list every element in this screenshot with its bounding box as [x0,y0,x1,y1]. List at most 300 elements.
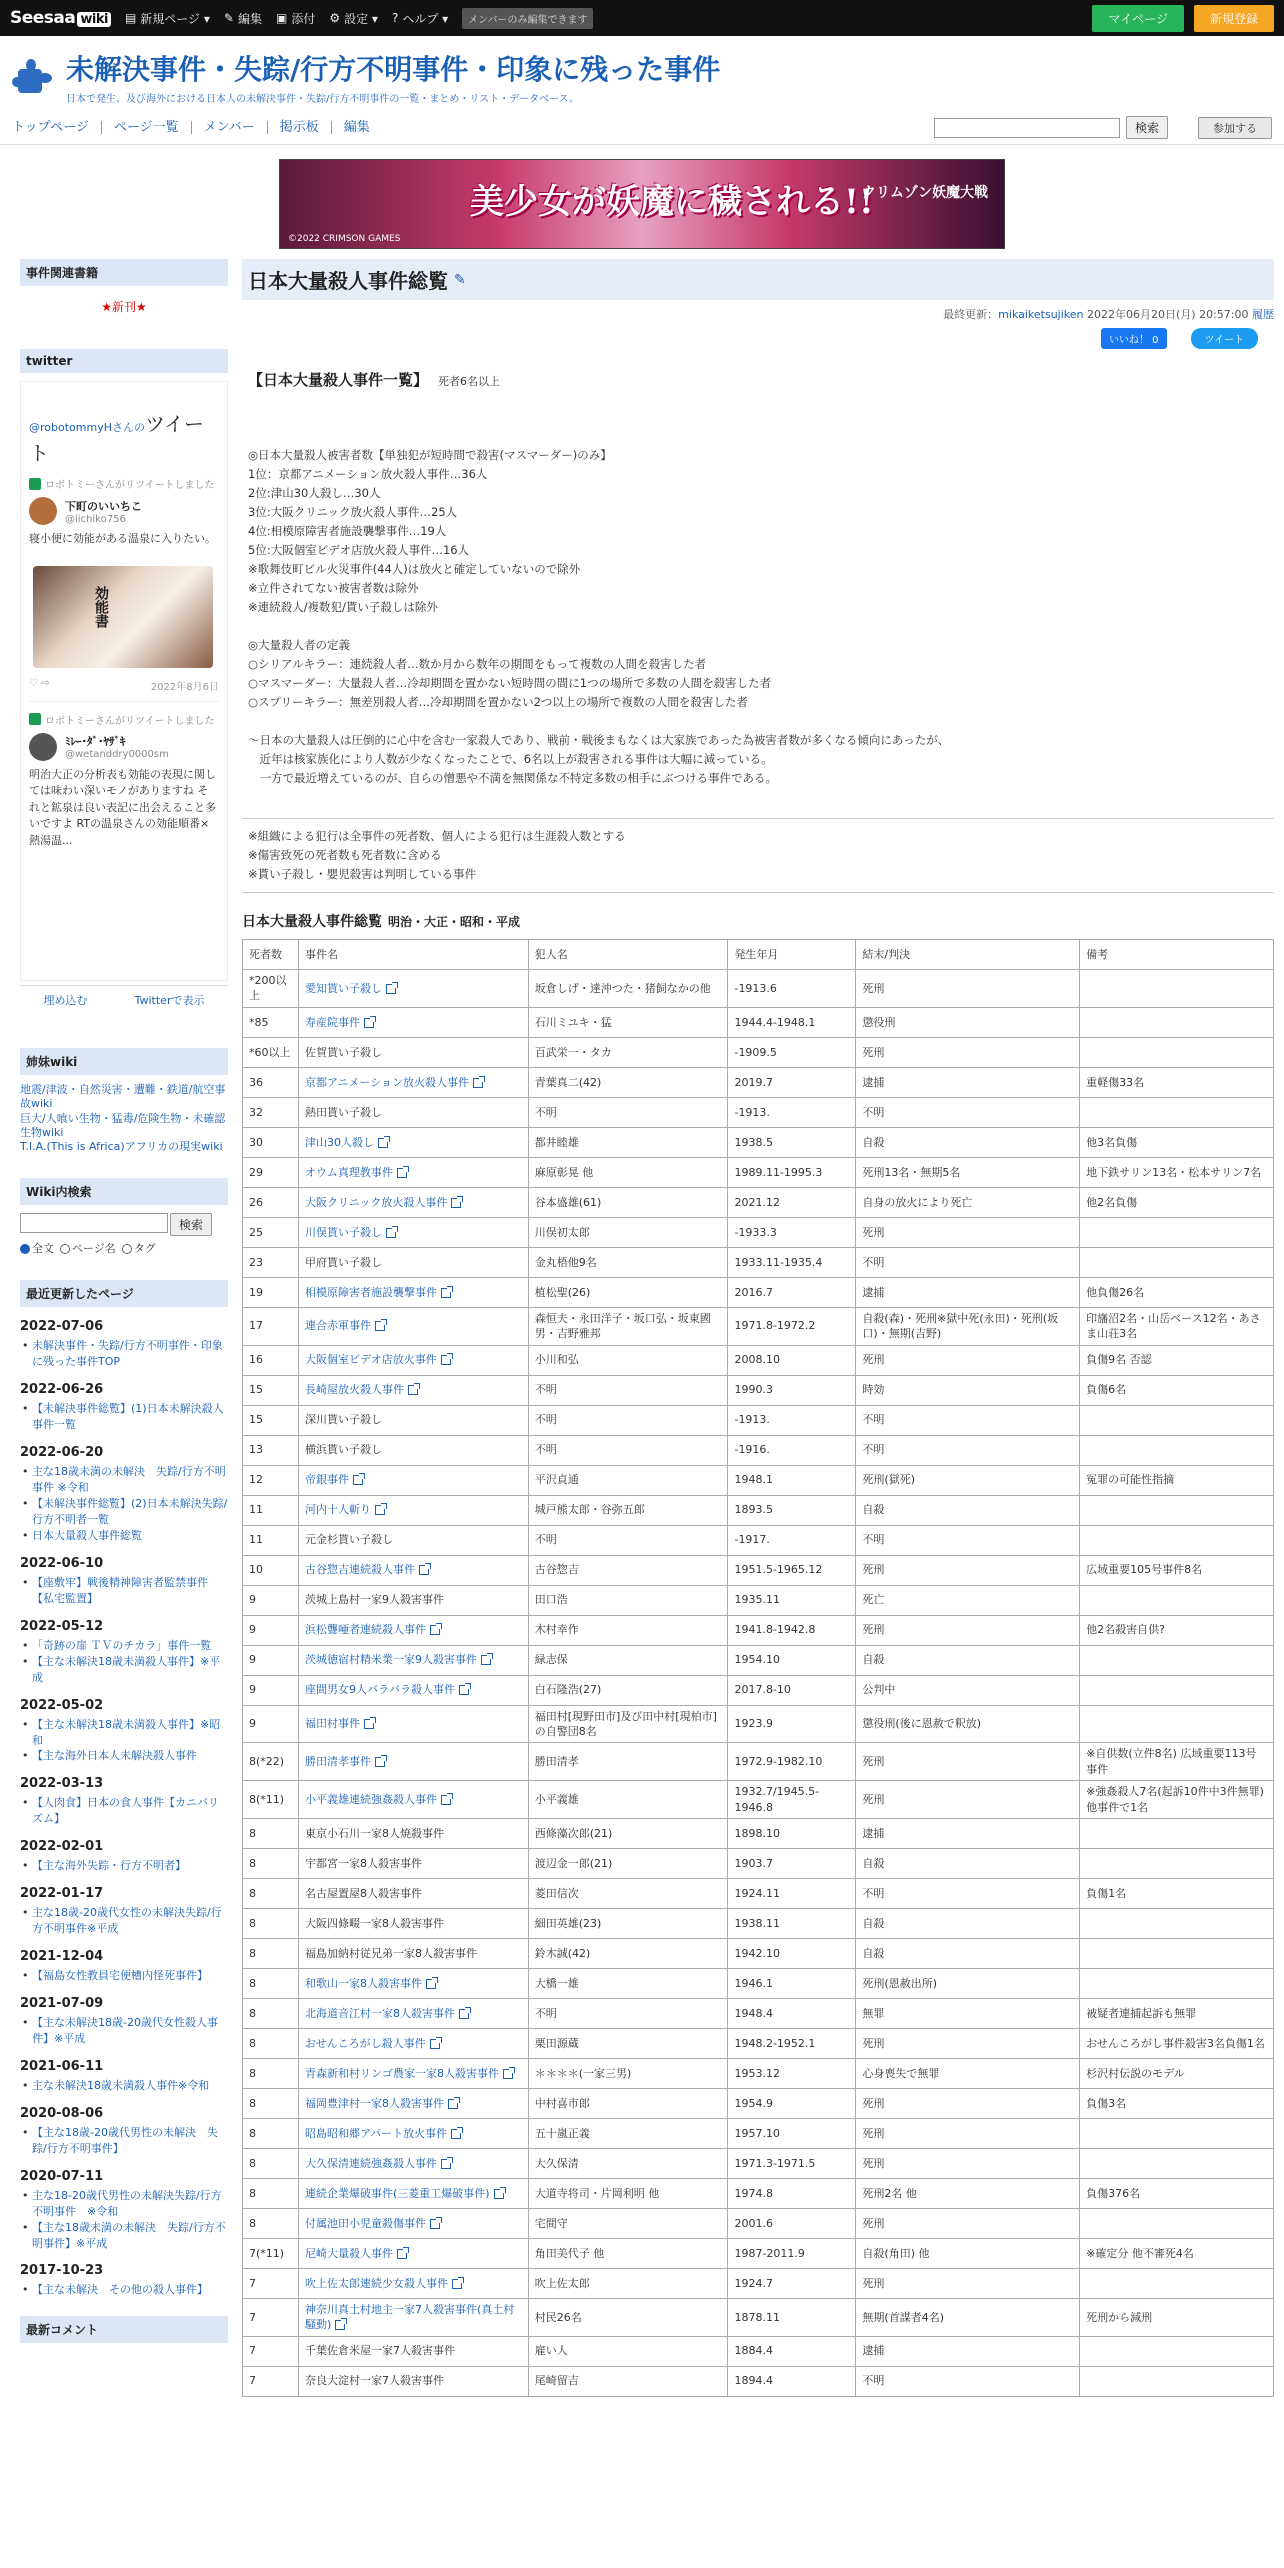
culprit-cell: 栗田源蔵 [528,2028,728,2058]
external-link-icon[interactable] [430,1625,440,1635]
date-cell: 1954.9 [728,2088,856,2118]
result-cell: 不明 [856,1525,1080,1555]
case-link[interactable]: 京都アニメーション放火殺人事件 [304,1075,469,1089]
external-link-icon[interactable] [494,2189,504,2199]
case-link[interactable]: 河内十人斬り [304,1503,371,1517]
table-row [243,1675,1274,1705]
external-link-icon[interactable] [473,1078,483,1088]
external-link-icon[interactable] [375,1505,385,1515]
case-link[interactable]: 福田村事件 [304,1717,360,1731]
external-link-icon[interactable] [378,1138,388,1148]
table-row [243,1743,1274,1781]
date-cell: 1987-2011.9 [728,2238,856,2268]
external-link-icon[interactable] [386,984,396,994]
case-link[interactable]: 愛知貰い子殺し [304,981,382,995]
radio-fulltext[interactable]: 全文 [20,1240,54,1256]
update-date: 2021-06-11 [20,2058,104,2074]
table-row [243,1525,1274,1555]
history-link[interactable]: 履歴 [1252,308,1274,321]
table-row [243,1097,1274,1127]
note-cell: 他負傷26名 [1080,1277,1274,1307]
header-search-button[interactable]: 検索 [1126,116,1168,139]
death-count-cell: 26 [243,1187,299,1217]
external-link-icon[interactable] [430,2039,440,2049]
table-row [243,1878,1274,1908]
recent-page-link[interactable]: • 【未解決事件総覧】(2)日本未解決失踪/行方不明者一覧 [20,1496,228,1528]
update-date: 2022-05-02 [20,1697,104,1713]
external-link-icon[interactable] [459,1685,469,1695]
case-link[interactable]: 帝銀事件 [304,1473,349,1487]
case-link[interactable]: 大久保清連続強姦殺人事件 [304,2156,437,2170]
table-row [243,1307,1274,1345]
external-link-icon[interactable] [451,2129,461,2139]
tweet-user[interactable]: 下町のいいちこ @iichiko756 [29,497,219,525]
update-date: 2022-02-01 [20,1839,104,1855]
external-link-icon[interactable] [503,2069,513,2079]
update-date: 2022-06-20 [20,1445,104,1461]
recent-page-link[interactable]: • 【主な海外日本人未解決殺人事件 [20,1748,228,1764]
body-line: ※歌舞伎町ビル火災事件(44人)は放火と確定していないので除外 [248,562,581,576]
case-link[interactable]: 大阪クリニック放火殺人事件 [304,1195,448,1209]
date-cell: -1917. [728,1525,856,1555]
case-name-cell [298,1435,528,1465]
radio-tag[interactable]: タグ [122,1240,156,1256]
result-cell: 死刑 [856,2118,1080,2148]
updater-user[interactable]: mikaiketsujiken [998,308,1084,321]
case-link[interactable]: 川俣貰い子殺し [304,1225,382,1239]
case-link[interactable]: 長崎屋放火殺人事件 [304,1383,404,1397]
case-name-cell[interactable] [298,1277,528,1307]
case-name-cell [298,2366,528,2396]
date-cell: 1971.3-1971.5 [728,2148,856,2178]
table-row [243,1818,1274,1848]
culprit-cell: 福田村[現野田市]及び田中村[現柏市]の自警団8名 [528,1705,728,1743]
table-row [243,1345,1274,1375]
culprit-cell: 雇い人 [528,2336,728,2366]
culprit-cell: 不明 [528,1525,728,1555]
external-link-icon[interactable] [448,2099,458,2109]
puzzle-logo-icon[interactable] [12,55,56,99]
case-name-cell [298,1848,528,1878]
date-cell: 1974.8 [728,2178,856,2208]
date-cell: 1924.11 [728,1878,856,1908]
date-cell: 1893.5 [728,1495,856,1525]
external-link-icon[interactable] [481,1655,491,1665]
recent-page-link[interactable]: • 【座敷牢】戦後精神障害者監禁事件【私宅監置】 [20,1575,228,1607]
body-line: ※傷害致死の死者数も死者数に含める [248,848,442,862]
culprit-cell: 白石隆浩(27) [528,1675,728,1705]
recent-page-link[interactable]: • 【主な未解決18歳未満殺人事件】※平成 [20,1654,228,1686]
settings-menu[interactable]: ⚙ 設定 ▾ [329,11,378,26]
case-name-cell[interactable] [298,2058,528,2088]
death-count-cell: 8 [243,1908,299,1938]
my-page-button[interactable]: マイページ [1092,5,1184,32]
case-link[interactable]: 小平義雄連続強姦殺人事件 [304,1792,437,1806]
culprit-cell: 小川和弘 [528,1345,728,1375]
body-line: ～日本の大量殺人は圧倒的に心中を含む一家殺人であり、戦前・戦後まもなくは大家族であった為被害者数が多くなる傾向にあったが、 [248,733,950,747]
death-count-cell: 9 [243,1645,299,1675]
date-cell: 1935.11 [728,1585,856,1615]
result-cell: 自殺 [856,1848,1080,1878]
retweet-icon [29,478,41,490]
case-name: 佐賀貰い子殺し [304,1045,382,1059]
case-link[interactable]: 尼崎大量殺人事件 [304,2246,393,2260]
date-cell: 1923.9 [728,1705,856,1743]
recent-page-link[interactable]: • 未解決事件・失踪/行方不明事件・印象に残った事件TOP [20,1338,228,1370]
external-link-icon[interactable] [364,1719,374,1729]
external-link-icon[interactable] [441,1288,451,1298]
case-name-cell [298,1097,528,1127]
result-cell: 死刑 [856,1345,1080,1375]
death-count-cell: 11 [243,1495,299,1525]
case-link[interactable]: おせんころがし殺人事件 [304,2036,426,2050]
sister-link-africa[interactable]: T.I.A.(This is Africa)アフリカの現実wiki [20,1140,223,1154]
death-count-cell: 36 [243,1067,299,1097]
note-cell: 他3名負傷 [1080,1127,1274,1157]
death-count-cell: 9 [243,1615,299,1645]
external-link-icon[interactable] [452,2279,462,2289]
case-name: 千葉佐倉米屋一家7人殺害事件 [304,2344,455,2358]
result-cell: 死刑2名 他 [856,2178,1080,2208]
body-line: ○マスマーダー：大量殺人者…冷却期間を置かない短時間の間に1つの場所で多数の人間を殺害した者 [248,676,772,690]
external-link-icon[interactable] [408,1385,418,1395]
result-cell: 自殺(角田) 他 [856,2238,1080,2268]
sidebar [20,259,228,2397]
case-name-cell[interactable] [298,1495,528,1525]
note-cell [1080,1675,1274,1705]
edit-pencil-icon[interactable]: ✎ [454,271,466,288]
case-name-cell[interactable] [298,1743,528,1781]
death-count-cell: 8 [243,1938,299,1968]
view-on-twitter-link[interactable]: Twitterで表示 [134,994,205,1007]
banner-brand: クリムゾン妖魔大戦 [862,185,988,201]
result-cell: 死刑13名・無期5名 [856,1157,1080,1187]
death-count-cell: 19 [243,1277,299,1307]
external-link-icon[interactable] [335,2320,345,2330]
nav-board[interactable]: 掲示板 [280,121,332,134]
result-cell: 死刑 [856,1555,1080,1585]
recent-page-link[interactable]: • 主な未解決18歳未満殺人事件※令和 [20,2078,228,2094]
case-name: 熱田貰い子殺し [304,1105,382,1119]
recent-page-link[interactable]: • 【主な18歳-20歳代男性の未解決 失踪/行方不明事件】 [20,2125,228,2157]
date-cell: -1909.5 [728,1037,856,1067]
result-cell: 自殺 [856,1495,1080,1525]
doc-icon: ▤ [124,11,137,25]
join-button[interactable]: 参加する [1198,117,1272,139]
table-row [243,1157,1274,1187]
case-name-cell[interactable] [298,2118,528,2148]
recent-page-link[interactable]: • 【主な未解決18歳-20歳代女性殺人事件】※平成 [20,2015,228,2047]
embed-link[interactable]: 埋め込む [43,994,88,1007]
culprit-cell: 角田美代子 他 [528,2238,728,2268]
recent-updates-list [20,1319,228,2298]
case-name-cell[interactable] [298,1555,528,1585]
culprit-cell: 緑志保 [528,1645,728,1675]
register-button[interactable]: 新規登録 [1194,5,1274,32]
case-name-cell[interactable] [298,2178,528,2208]
nav-top-page[interactable]: トップページ [12,121,102,134]
site-title[interactable]: 未解決事件・失踪/行方不明事件・印象に残った事件 [66,53,721,86]
case-name-cell[interactable] [298,1465,528,1495]
case-name-cell [298,1818,528,1848]
result-cell: 逮捕 [856,1818,1080,1848]
external-link-icon[interactable] [426,1979,436,1989]
update-date: 2020-08-06 [20,2105,104,2121]
case-link[interactable]: 座間男女9人バラバラ殺人事件 [304,1683,455,1697]
culprit-cell: 田口浩 [528,1585,728,1615]
case-name-cell[interactable] [298,1615,528,1645]
recent-page-link[interactable]: • 主な18歳未満の未解決 失踪/行方不明事件 ※令和 [20,1464,228,1496]
case-link[interactable]: 和歌山一家8人殺害事件 [304,1976,422,1990]
case-name-cell[interactable] [298,2148,528,2178]
retweet-icon [29,713,41,725]
body-line: 5位:大阪個室ビデオ店放火殺人事件…16人 [248,543,470,557]
case-link[interactable]: 吹上佐太郎連続少女殺人事件 [304,2276,448,2290]
recent-page-link[interactable]: • 主な18歳-20歳代女性の未解決失踪/行方不明事件※平成 [20,1905,228,1937]
case-link[interactable]: 勝田清孝事件 [304,1755,371,1769]
sister-link-creatures[interactable]: 巨大/人喰い生物・猛毒/危険生物・未確認生物wiki [20,1111,226,1139]
case-name-cell[interactable] [298,1127,528,1157]
case-name-cell[interactable] [298,1345,528,1375]
radio-pagename[interactable]: ページ名 [60,1240,116,1256]
body-line: 2位:津山30人殺し…30人 [248,486,381,500]
culprit-cell: 不明 [528,1375,728,1405]
recent-page-link[interactable]: • 【福島女性教員宅便槽内怪死事件】 [20,1968,228,1984]
attach-menu[interactable]: ▣ 添付 [275,11,316,26]
culprit-cell: 勝田清孝 [528,1743,728,1781]
wiki-search-input[interactable] [20,1213,168,1233]
external-link-icon[interactable] [353,1475,363,1485]
culprit-cell: 不明 [528,1097,728,1127]
external-link-icon[interactable] [364,1018,374,1028]
note-cell: 広域重要105号事件8名 [1080,1555,1274,1585]
date-cell: 1932.7/1945.5-1946.8 [728,1781,856,1819]
culprit-cell: 不明 [528,1405,728,1435]
result-cell: 不明 [856,2366,1080,2396]
case-name-cell[interactable] [298,1645,528,1675]
culprit-cell: 大道寺将司・片岡利明 他 [528,2178,728,2208]
recent-page-link[interactable]: • 【主な未解決18歳未満殺人事件】※昭和 [20,1717,228,1749]
case-name-cell[interactable] [298,1007,528,1037]
note-cell [1080,2148,1274,2178]
case-link[interactable]: 連合赤軍事件 [304,1319,371,1333]
death-count-cell: 29 [243,1157,299,1187]
case-link[interactable]: 付属池田小児童殺傷事件 [304,2216,426,2230]
result-cell: 懲役刑 [856,1007,1080,1037]
edit-menu[interactable]: ✎ 編集 [223,11,262,26]
date-cell: 1878.11 [728,2298,856,2336]
new-books-link[interactable]: ★新刊★ [101,300,147,314]
culprit-cell: 石川ミユキ・猛 [528,1007,728,1037]
note-cell [1080,1525,1274,1555]
update-date: 2022-03-13 [20,1776,104,1792]
recent-page-link[interactable]: • 【主な18歳未満の未解決 失踪/行方不明事件】※平成 [20,2220,228,2252]
note-cell [1080,1037,1274,1067]
note-cell [1080,1938,1274,1968]
culprit-cell: 谷本盛雄(61) [528,1187,728,1217]
note-cell [1080,2208,1274,2238]
case-link[interactable]: 寿産院事件 [304,1015,360,1029]
recent-page-link[interactable]: • 【人肉食】日本の食人事件【カニバリズム】 [20,1795,228,1827]
recent-page-link[interactable]: • 「奇跡の扉 ＴＶのチカラ」事件一覧 [20,1638,228,1654]
ad-banner[interactable] [279,159,1005,249]
table-row [243,2118,1274,2148]
avatar[interactable] [29,733,57,761]
trend-block [248,731,1274,788]
result-cell: 自殺 [856,1127,1080,1157]
note-cell: 杉沢村伝説のモデル [1080,2058,1274,2088]
external-link-icon[interactable] [430,2219,440,2229]
table-row [243,1187,1274,1217]
recent-page-link[interactable]: • 【主な海外失踪・行方不明者】 [20,1858,228,1874]
culprit-cell: 大橋一雄 [528,1968,728,1998]
result-cell: 時効 [856,1375,1080,1405]
help-menu[interactable]: ? ヘルプ ▾ [391,11,449,26]
like-icon[interactable]: ♡ ⇨ [29,677,50,689]
date-cell: 1948.1 [728,1465,856,1495]
case-name-cell[interactable] [298,970,528,1008]
new-page-menu[interactable]: ▤ 新規ページ ▾ [124,11,210,26]
case-link[interactable]: 大阪個室ビデオ店放火事件 [304,1353,437,1367]
result-cell: 死刑 [856,1743,1080,1781]
external-link-icon[interactable] [441,2159,451,2169]
case-name-cell[interactable] [298,2268,528,2298]
case-link[interactable]: 茨城徳宿村精米業一家9人殺害事件 [304,1653,477,1667]
result-cell: 不明 [856,1435,1080,1465]
external-link-icon[interactable] [397,2249,407,2259]
note-cell [1080,1585,1274,1615]
site-header [0,36,1284,111]
external-link-icon[interactable] [397,1168,407,1178]
wiki-search-button[interactable]: 検索 [170,1213,212,1236]
culprit-cell: 古谷惣吉 [528,1555,728,1585]
retweet-label: ロボトミーさんがリツイートしました [29,476,219,491]
case-name-cell[interactable] [298,1781,528,1819]
external-link-icon[interactable] [386,1228,396,1238]
nav-page-list[interactable]: ページ一覧 [114,121,192,134]
tweets-by-heading[interactable]: @robotommyHさんのツイート [29,412,204,465]
tweet-user[interactable]: ﾐﾚｰ･ﾀﾞ･ﾔｻﾞｷ @wetanddry0000sm [29,733,219,761]
culprit-cell: 菱田信次 [528,1878,728,1908]
header-search-input[interactable] [934,118,1120,138]
case-name-cell[interactable] [298,1187,528,1217]
death-count-cell: 9 [243,1705,299,1743]
case-link[interactable]: 北海道音江村一家8人殺害事件 [304,2006,455,2020]
external-link-icon[interactable] [459,2009,469,2019]
result-cell: 死亡 [856,1585,1080,1615]
recent-page-link[interactable]: • 【未解決事件総覧】(1)日本未解決殺人事件一覧 [20,1401,228,1433]
case-name: 奈良大淀村一家7人殺害事件 [304,2374,444,2388]
seesaa-logo[interactable]: Seesaa wiki [10,8,111,28]
table-row [243,2058,1274,2088]
case-name-cell[interactable] [298,2298,528,2336]
case-name-cell[interactable] [298,1998,528,2028]
case-name-cell[interactable] [298,2088,528,2118]
case-name-cell[interactable] [298,1157,528,1187]
column-header: 備考 [1080,940,1274,970]
case-link[interactable]: 連続企業爆破事件(三菱重工爆破事件) [304,2186,490,2200]
culprit-cell: 宅間守 [528,2208,728,2238]
case-link[interactable]: 相模原障害者施設襲撃事件 [304,1285,437,1299]
case-link[interactable]: 福岡豊津村一家8人殺害事件 [304,2096,444,2110]
result-cell: 死刑 [856,2208,1080,2238]
result-cell: 不明 [856,1878,1080,1908]
culprit-cell: 不明 [528,1998,728,2028]
case-name-cell[interactable] [298,1067,528,1097]
case-link[interactable]: 昭島昭和郷アパート放火事件 [304,2126,448,2140]
recent-page-link[interactable]: • 日本大量殺人事件総覧 [20,1528,228,1544]
recent-page-link[interactable]: • 主な18-20歳代男性の未解決失踪/行方不明事件 ※令和 [20,2188,228,2220]
external-link-icon[interactable] [375,1757,385,1767]
nav-edit[interactable]: 編集 [343,120,370,135]
result-cell: 自殺 [856,1645,1080,1675]
case-name-cell[interactable] [298,1307,528,1345]
avatar[interactable] [29,497,57,525]
twitter-heading: twitter [20,349,228,373]
recent-page-link[interactable]: • 【主な未解決 その他の殺人事件】 [20,2282,228,2298]
date-cell: 1933.11-1935.4 [728,1247,856,1277]
case-name-cell[interactable] [298,2238,528,2268]
case-name-cell[interactable] [298,2028,528,2058]
culprit-cell: 鈴木誠(42) [528,1938,728,1968]
case-link[interactable]: 青森新和村リンゴ農家一家8人殺害事件 [304,2066,499,2080]
case-link[interactable]: オウム真理教事件 [304,1165,393,1179]
date-cell: -1913.6 [728,970,856,1008]
date-cell: 1946.1 [728,1968,856,1998]
case-name-cell [298,1938,528,1968]
case-link[interactable]: 神奈川真土村地主一家7人殺害事件(真土村騒動) [304,2302,515,2332]
external-link-icon[interactable] [441,1795,451,1805]
facebook-like-button[interactable]: いいね！ 0 [1101,328,1167,349]
external-link-icon[interactable] [375,1321,385,1331]
case-name-cell[interactable] [298,2208,528,2238]
external-link-icon[interactable] [441,1355,451,1365]
body-line: ◎大量殺人者の定義 [248,638,351,652]
tweet-meta: ♡ ⇨ 2022年8月6日 [29,678,219,702]
death-count-cell: 8(*11) [243,1781,299,1819]
date-cell: 1944.4-1948.1 [728,1007,856,1037]
case-name: 甲府貰い子殺し [304,1255,382,1269]
date-cell: 1957.10 [728,2118,856,2148]
case-name: 元金杉貰い子殺し [304,1533,393,1547]
date-cell: 1924.7 [728,2268,856,2298]
case-name-cell[interactable] [298,1375,528,1405]
note-cell: 冤罪の可能性指摘 [1080,1465,1274,1495]
case-name-cell[interactable] [298,1968,528,1998]
case-name-cell[interactable] [298,1705,528,1743]
case-link[interactable]: 津山30人殺し [304,1135,374,1149]
nav-members[interactable]: メンバー [204,121,268,134]
tweet-button[interactable]: ツイート [1191,328,1259,349]
date-cell: 2019.7 [728,1067,856,1097]
external-link-icon[interactable] [451,1198,461,1208]
table-row [243,1247,1274,1277]
case-name-cell[interactable] [298,1675,528,1705]
tweet-image[interactable]: 効能書 [33,566,213,668]
culprit-cell: 中村喜市郎 [528,2088,728,2118]
case-link[interactable]: 古谷惣吉連続殺人事件 [304,1563,415,1577]
table-row [243,1495,1274,1525]
external-link-icon[interactable] [419,1565,429,1575]
table-row [243,2088,1274,2118]
table-row [243,1705,1274,1743]
sister-link-disaster[interactable]: 地震/津波・自然災害・遭難・鉄道/航空事故wiki [20,1083,226,1111]
twitter-timeline[interactable] [20,381,228,981]
case-name-cell[interactable] [298,1217,528,1247]
note-cell: 負傷376名 [1080,2178,1274,2208]
case-link[interactable]: 浜松聾唖者連続殺人事件 [304,1623,426,1637]
result-cell: 逮捕 [856,2336,1080,2366]
